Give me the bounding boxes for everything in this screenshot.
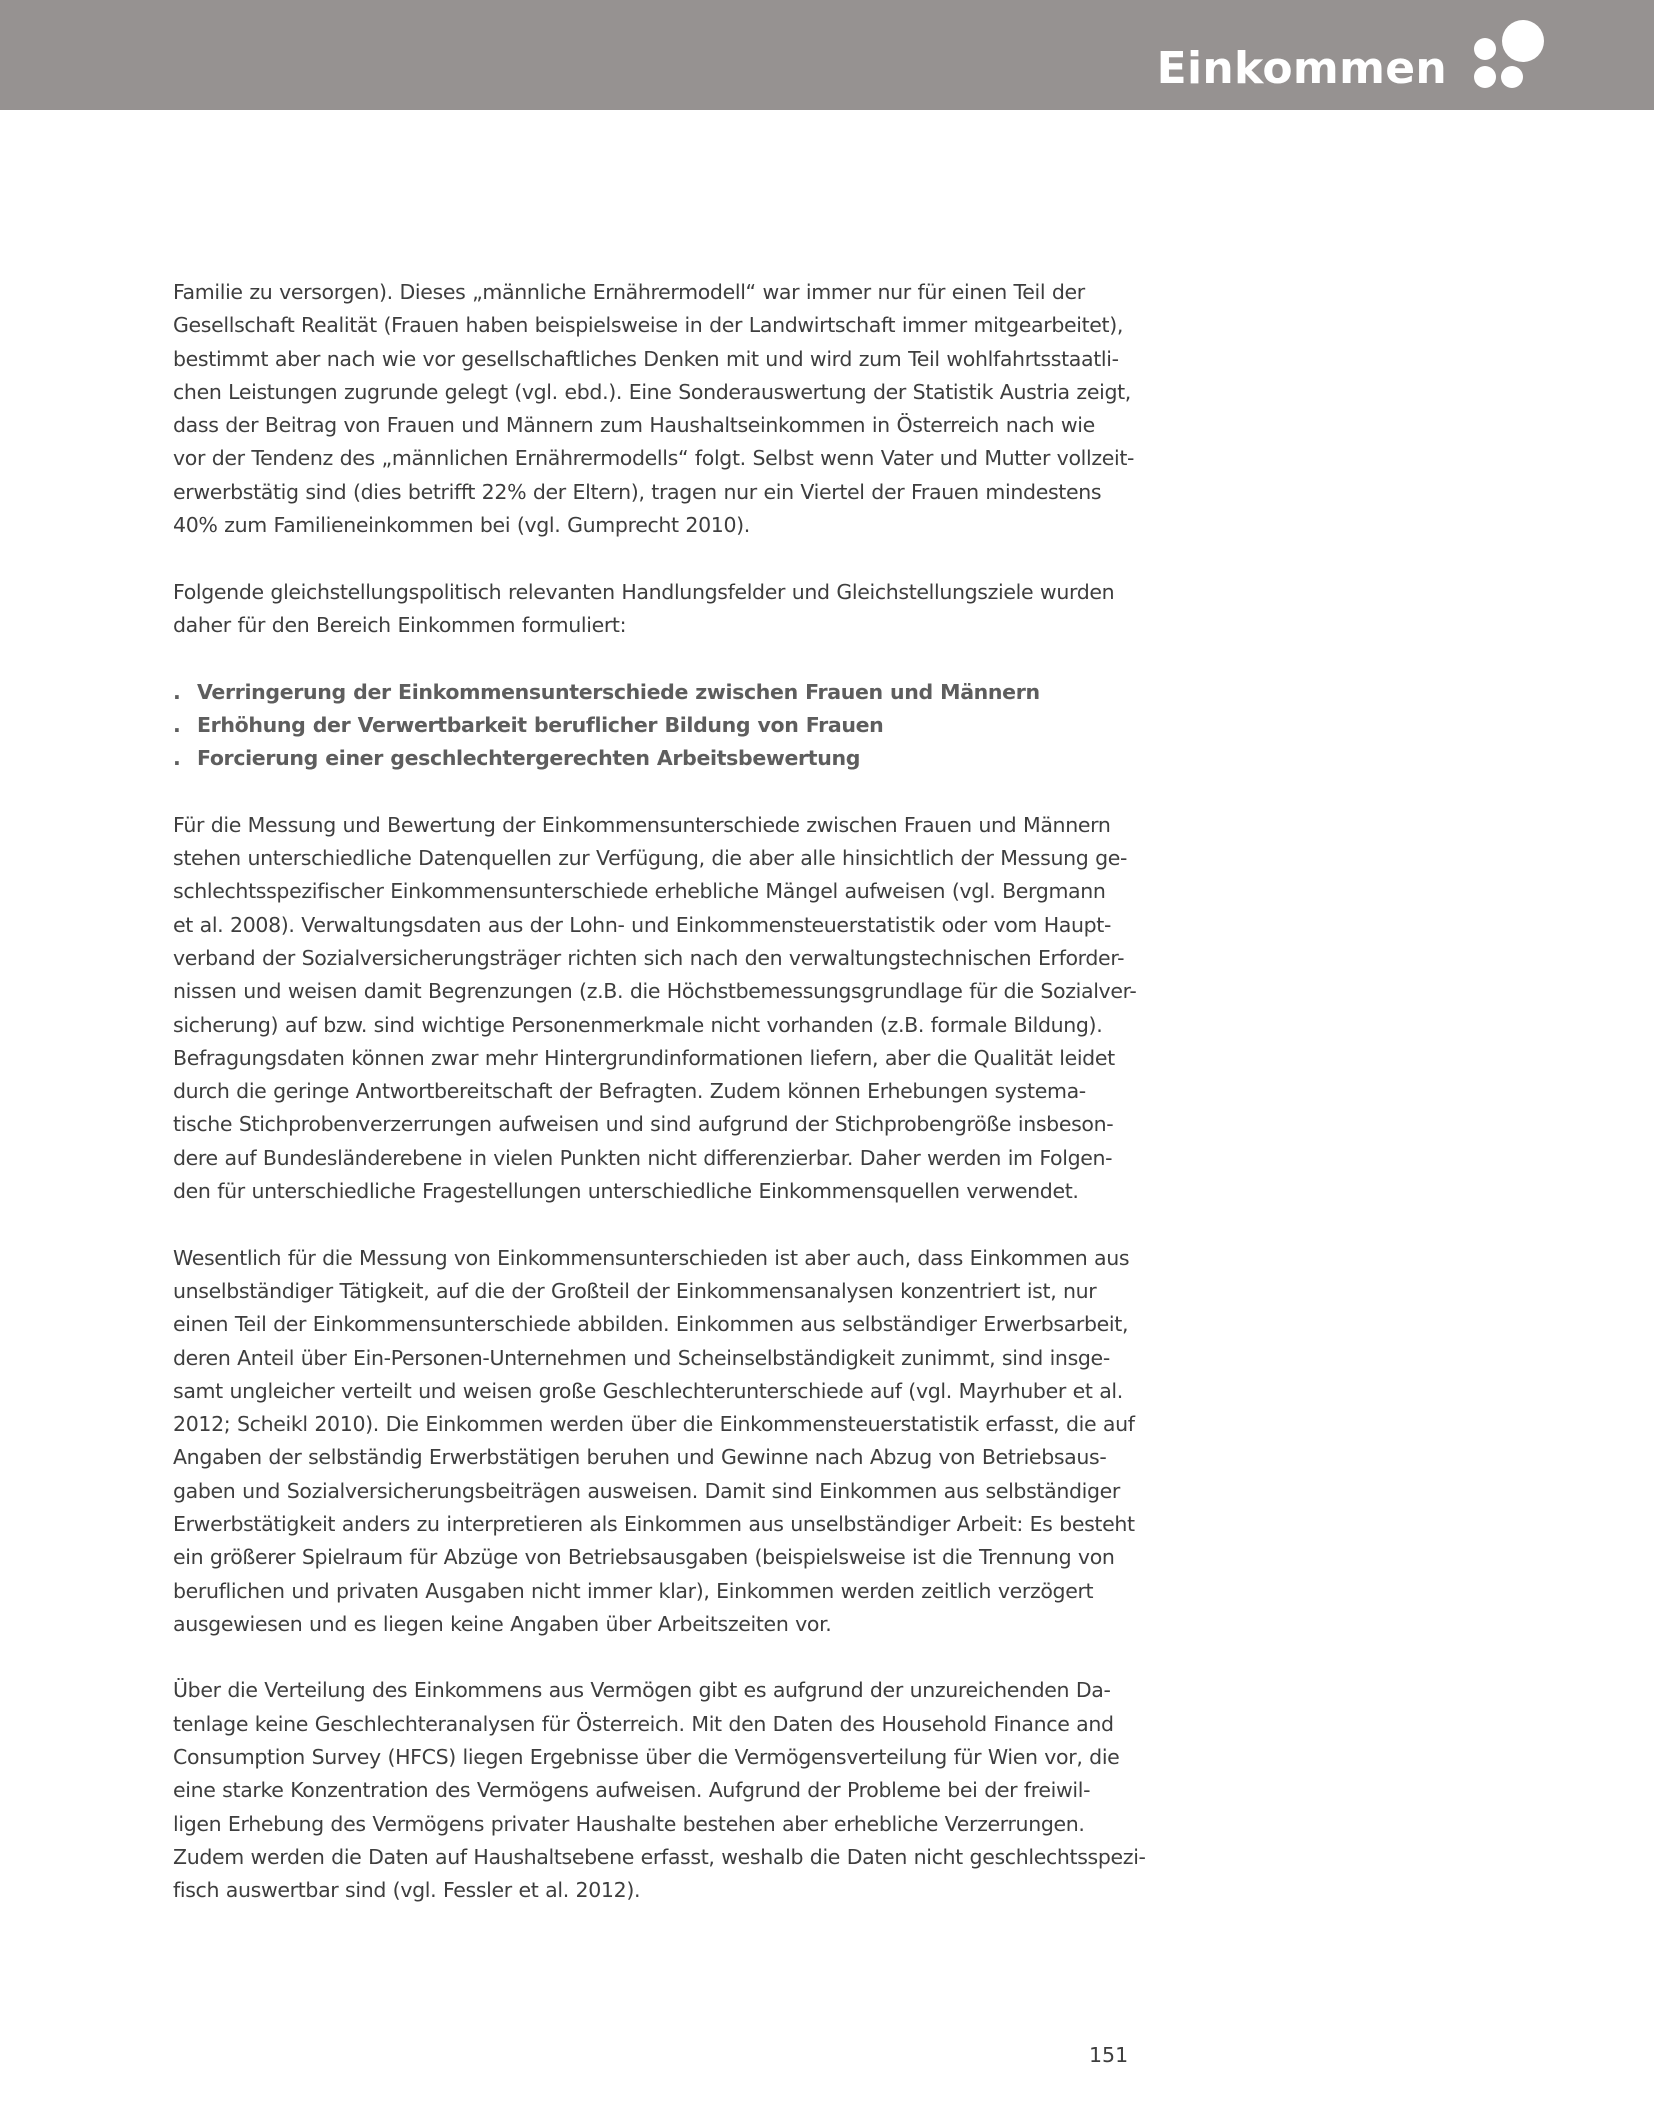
text-line: Gesellschaft Realität (Frauen haben beispielsweise in der Landwirtschaft immer mitgearbeitet), <box>173 313 1124 338</box>
paragraph-ernaehrermodell <box>173 276 1135 542</box>
text-line: chen Leistungen zugrunde gelegt (vgl. ebd.). Eine Sonderauswertung der Statistik Austria zeigt, <box>173 379 1131 404</box>
text-line: sicherung) auf bzw. sind wichtige Personenmerkmale nicht vorhanden (z.B. formale Bildung). <box>173 1012 1103 1037</box>
goal-item-text: Erhöhung der Verwertbarkeit beruflicher Bildung von Frauen <box>197 712 884 737</box>
text-line: Consumption Survey (HFCS) liegen Ergebnisse über die Vermögensverteilung für Wien vor, die <box>173 1745 1120 1770</box>
text-line: erwerbstätig sind (dies betrifft 22% der Eltern), tragen nur ein Viertel der Frauen mindestens <box>173 479 1102 504</box>
chapter-title: Einkommen <box>1156 43 1447 94</box>
text-line: samt ungleicher verteilt und weisen große Geschlechterunterschiede auf (vgl. Mayrhuber et al. <box>173 1378 1123 1403</box>
paragraph-vermoegen <box>173 1674 1146 1907</box>
text-line: Zudem werden die Daten auf Haushaltsebene erfasst, weshalb die Daten nicht geschlechtsspezi- <box>173 1844 1146 1869</box>
paragraph-datenquellen <box>173 809 1137 1209</box>
text-line: Wesentlich für die Messung von Einkommensunterschieden ist aber auch, dass Einkommen aus <box>173 1245 1130 1270</box>
goal-item <box>173 676 1123 709</box>
text-line: et al. 2008). Verwaltungsdaten aus der Lohn- und Einkommensteuerstatistik oder vom Haupt- <box>173 912 1112 937</box>
paragraph-handlungsfelder <box>173 576 1123 643</box>
text-line: ausgewiesen und es liegen keine Angaben über Arbeitszeiten vor. <box>173 1611 832 1636</box>
text-line: einen Teil der Einkommensunterschiede abbilden. Einkommen aus selbständiger Erwerbsarbeit, <box>173 1312 1129 1337</box>
text-line: verband der Sozialversicherungsträger richten sich nach den verwaltungstechnischen Erforder- <box>173 945 1125 970</box>
bullet-marker: . <box>173 679 181 704</box>
text-line: schlechtsspezifischer Einkommensunterschiede erhebliche Mängel aufweisen (vgl. Bergmann <box>173 879 1106 904</box>
text-line: bestimmt aber nach wie vor gesellschaftliches Denken mit und wird zum Teil wohlfahrtsstaatli- <box>173 346 1119 371</box>
goal-item <box>173 709 1123 742</box>
text-line: 40% zum Familieneinkommen bei (vgl. Gumprecht 2010). <box>173 513 750 538</box>
text-line: 2012; Scheikl 2010). Die Einkommen werden über die Einkommensteuerstatistik erfasst, die auf <box>173 1412 1135 1437</box>
text-line: daher für den Bereich Einkommen formuliert: <box>173 612 627 637</box>
text-line: Befragungsdaten können zwar mehr Hintergrundinformationen liefern, aber die Qualität leidet <box>173 1045 1115 1070</box>
bullet-marker: . <box>173 712 181 737</box>
goal-item <box>173 742 1123 775</box>
dots-logo-icon <box>1474 20 1546 92</box>
bullet-marker: . <box>173 746 181 771</box>
text-line: nissen und weisen damit Begrenzungen (z.B. die Höchstbemessungsgrundlage für die Sozialver- <box>173 979 1137 1004</box>
text-line: dere auf Bundesländerebene in vielen Punkten nicht differenzierbar. Daher werden im Folgen- <box>173 1145 1113 1170</box>
page-number: 151 <box>1089 2043 1129 2067</box>
text-line: Familie zu versorgen). Dieses „männliche Ernährermodell“ war immer nur für einen Teil der <box>173 280 1085 304</box>
text-line: Folgende gleichstellungspolitisch relevanten Handlungsfelder und Gleichstellungsziele wurden <box>173 579 1115 604</box>
paragraph-selbstaendige <box>173 1242 1135 1642</box>
text-line: unselbständiger Tätigkeit, auf die der Großteil der Einkommensanalysen konzentriert ist, nur <box>173 1278 1097 1303</box>
text-line: vor der Tendenz des „männlichen Ernährermodells“ folgt. Selbst wenn Vater und Mutter vollzeit- <box>173 446 1135 471</box>
text-line: Angaben der selbständig Erwerbstätigen beruhen und Gewinne nach Abzug von Betriebsaus- <box>173 1445 1107 1470</box>
goals-list <box>173 676 1123 776</box>
goal-item-text: Verringerung der Einkommensunterschiede zwischen Frauen und Männern <box>197 679 1040 704</box>
text-line: Für die Messung und Bewertung der Einkommensunterschiede zwischen Frauen und Männern <box>173 812 1111 837</box>
text-line: tische Stichprobenverzerrungen aufweisen und sind aufgrund der Stichprobengröße insbeson- <box>173 1112 1114 1137</box>
text-line: gaben und Sozialversicherungsbeiträgen ausweisen. Damit sind Einkommen aus selbständiger <box>173 1478 1120 1503</box>
text-line: stehen unterschiedliche Datenquellen zur Verfügung, die aber alle hinsichtlich der Messung ge- <box>173 846 1128 871</box>
text-line: Über die Verteilung des Einkommens aus Vermögen gibt es aufgrund der unzureichenden Da- <box>173 1678 1111 1703</box>
text-line: deren Anteil über Ein-Personen-Unternehmen und Scheinselbständigkeit zunimmt, sind insge- <box>173 1345 1110 1370</box>
text-line: beruflichen und privaten Ausgaben nicht immer klar), Einkommen werden zeitlich verzögert <box>173 1578 1094 1603</box>
goal-item-text: Forcierung einer geschlechtergerechten Arbeitsbewertung <box>197 746 861 771</box>
text-line: Erwerbstätigkeit anders zu interpretieren als Einkommen aus unselbständiger Arbeit: Es besteht <box>173 1511 1135 1536</box>
text-line: eine starke Konzentration des Vermögens aufweisen. Aufgrund der Probleme bei der freiwil- <box>173 1778 1091 1803</box>
text-line: den für unterschiedliche Fragestellungen unterschiedliche Einkommensquellen verwendet. <box>173 1179 1079 1204</box>
text-line: durch die geringe Antwortbereitschaft der Befragten. Zudem können Erhebungen systema- <box>173 1079 1086 1104</box>
text-line: dass der Beitrag von Frauen und Männern zum Haushaltseinkommen in Österreich nach wie <box>173 413 1095 438</box>
text-line: ein größerer Spielraum für Abzüge von Betriebsausgaben (beispielsweise ist die Trennung von <box>173 1545 1115 1570</box>
header-band <box>0 0 1654 110</box>
text-line: ligen Erhebung des Vermögens privater Haushalte bestehen aber erhebliche Verzerrungen. <box>173 1811 1085 1836</box>
text-line: tenlage keine Geschlechteranalysen für Österreich. Mit den Daten des Household Finance and <box>173 1711 1114 1736</box>
text-line: fisch auswertbar sind (vgl. Fessler et al. 2012). <box>173 1878 641 1903</box>
body-text <box>173 276 1146 1941</box>
